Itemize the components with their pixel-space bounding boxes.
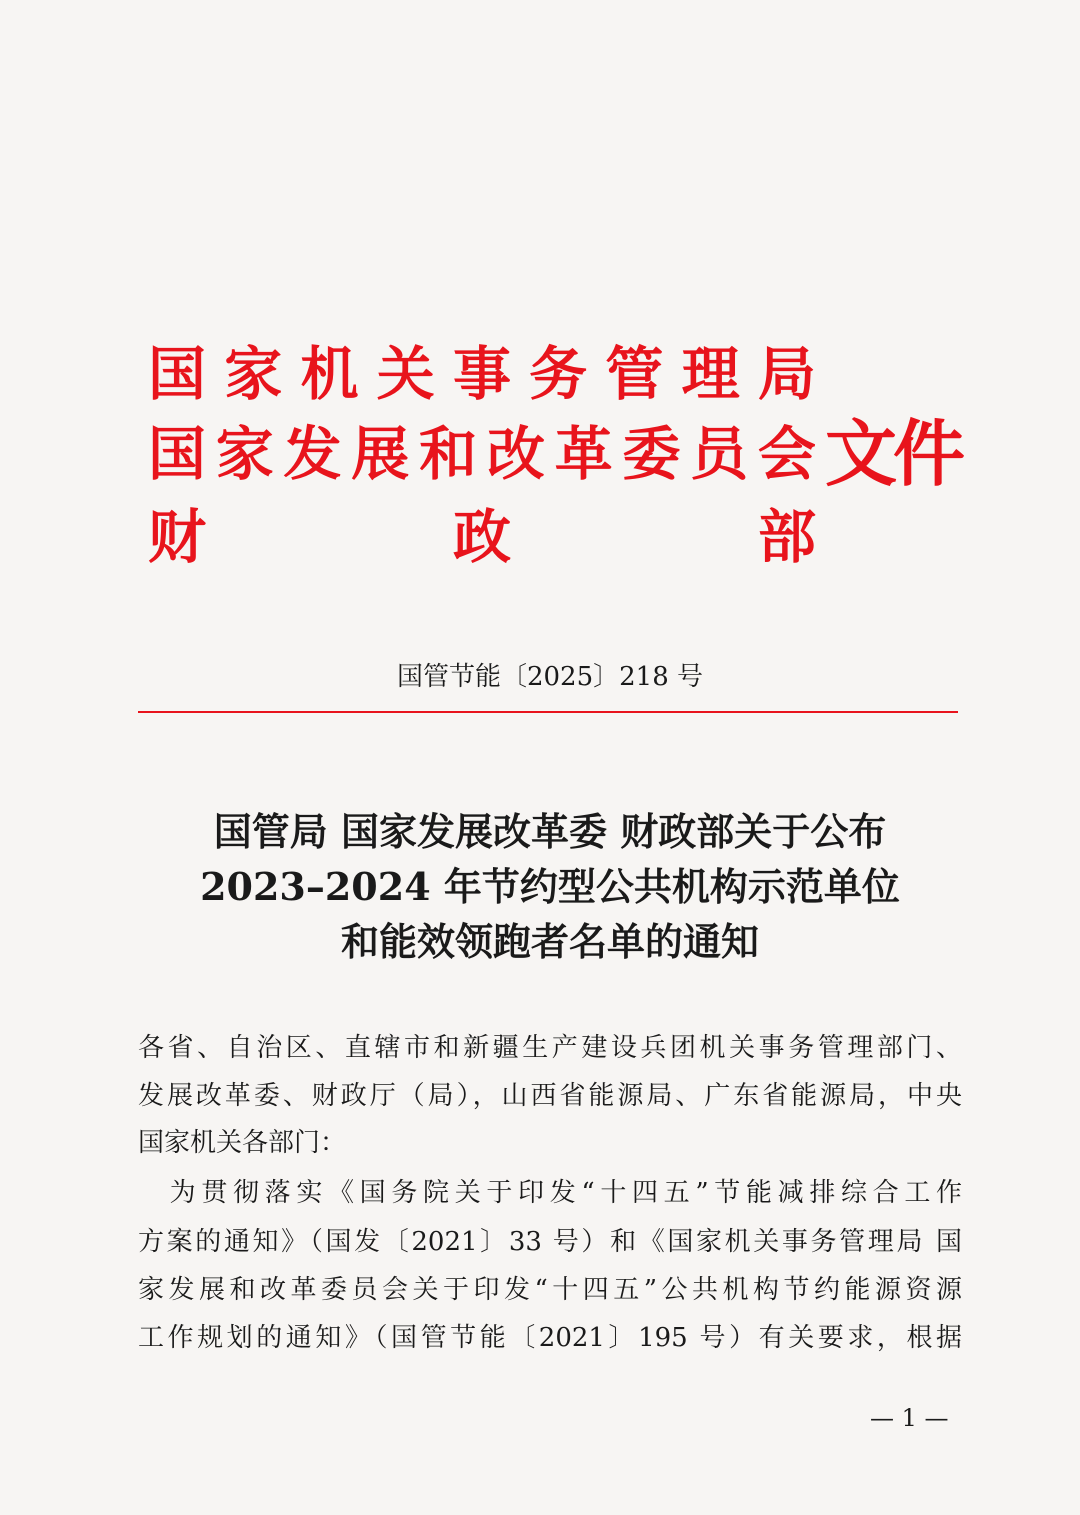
issuer-char: 改 [486, 420, 545, 488]
red-divider [138, 711, 958, 713]
issuer-char: 理 [681, 340, 740, 408]
issuer-char: 国 [148, 340, 207, 408]
body-line: 国家机关各部门： [138, 1128, 347, 1158]
title-line: 国管局 国家发展改革委 财政部关于公布 [213, 809, 887, 854]
issuer-char: 发 [283, 420, 342, 488]
issuer-char: 展 [351, 420, 410, 488]
issuer-char: 部 [757, 503, 816, 571]
body-line: 家发展和改革委员会关于印发“十四五”公共机构节约能源资源 [138, 1275, 962, 1305]
issuer-char: 关 [376, 340, 435, 408]
issuer-char: 员 [690, 420, 749, 488]
issuer-char: 和 [419, 420, 478, 488]
issuer-line-3 [148, 503, 816, 571]
issuer-char: 财 [148, 503, 207, 571]
body-line: 为贯彻落实《国务院关于印发“十四五”节能减排综合工作 [138, 1178, 962, 1208]
issuer-line-2 [148, 420, 816, 488]
issuer-char: 家 [224, 340, 283, 408]
issuer-char: 机 [300, 340, 359, 408]
document-number: 国管节能〔2025〕218 号 [396, 662, 704, 692]
issuer-line-1 [148, 340, 816, 408]
issuer-char: 局 [757, 340, 816, 408]
issuer-char: 革 [554, 420, 613, 488]
body-line: 工作规划的通知》（国管节能〔2021〕195 号）有关要求，根据 [138, 1323, 962, 1353]
issuer-char: 管 [605, 340, 664, 408]
issuer-char: 国 [148, 420, 207, 488]
body-line: 方案的通知》（国发〔2021〕33 号）和《国家机关事务管理局 国 [138, 1227, 962, 1257]
title-line: 和能效领跑者名单的通知 [340, 919, 759, 964]
issuer-char: 务 [529, 340, 588, 408]
body-line: 各省、自治区、直辖市和新疆生产建设兵团机关事务管理部门、 [138, 1033, 962, 1063]
title-line: 2023–2024 年节约型公共机构示范单位 [200, 864, 900, 909]
issuer-char: 会 [757, 420, 816, 488]
issuer-char: 事 [452, 340, 511, 408]
document-label: 文件 [825, 411, 962, 496]
page-number: — 1 — [870, 1404, 949, 1432]
issuer-char: 委 [622, 420, 681, 488]
issuer-char: 家 [215, 420, 274, 488]
body-line: 发展改革委、财政厅（局），山西省能源局、广东省能源局，中央 [138, 1081, 962, 1111]
issuer-char: 政 [452, 503, 511, 571]
